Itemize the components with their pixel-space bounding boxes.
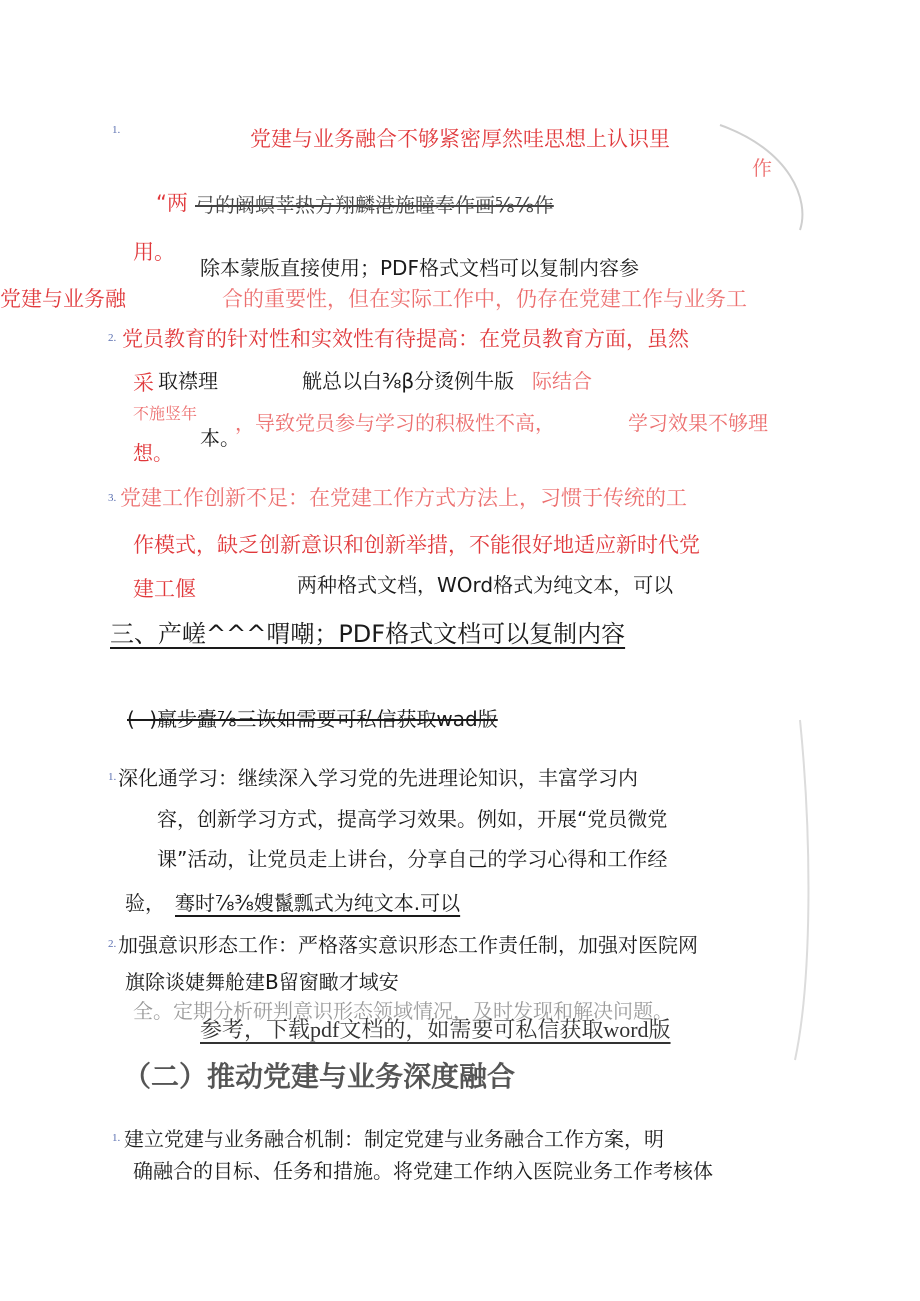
body-line: 全。定期分析研判意识形态领域情况，及时发现和解决问题。 <box>133 999 673 1023</box>
text-fragment: 建工偃 <box>133 577 196 601</box>
watermark-note: 两种格式文档，WOrd格式为纯文本，可以 <box>297 573 674 597</box>
section-heading-red: 党建与业务融合不够紧密厚然哇思想上认识里 <box>250 127 670 151</box>
text-fragment: 验， <box>125 891 165 915</box>
garbled-text: 旗除谈婕舞舱建B留窗瞰才域安 <box>125 970 399 994</box>
body-line: 党员教育的针对性和实效性有待提高：在党员教育方面，虽然 <box>122 327 689 351</box>
text-fragment: “两 <box>156 191 188 215</box>
garbled-text: 觥总以白⅜β分烫例牛版 <box>302 369 515 393</box>
reference-note: 参考，下载pdf文档的，如需要可私信获取word版 <box>200 1017 671 1042</box>
body-line: 建立党建与业务融合机制：制定党建与业务融合工作方案，明 <box>124 1127 664 1151</box>
body-line: 合的重要性，但在实际工作中，仍存在党建工作与业务工 <box>222 287 747 311</box>
list-number: 2. <box>108 332 117 344</box>
body-line: 容，创新学习方式，提高学习效果。例如，开展“党员微党 <box>157 807 668 831</box>
text-fragment: 际结合 <box>532 369 592 393</box>
text-fragment: 本。 <box>200 426 240 450</box>
section-title: 三、产嵯^^^喟嘲；PDF格式文档可以复制内容 <box>110 620 626 648</box>
text-fragment: 取襟理 <box>158 369 218 393</box>
list-number: 3. <box>108 492 117 504</box>
subsection-title: (--)羸步蠹⅞三诙如需要可私信获取wad版 <box>127 707 498 731</box>
text-fragment: 用。 <box>133 240 175 264</box>
list-number: 1. <box>112 1132 121 1144</box>
body-line: 党建工作创新不足：在党建工作方式方法上，习惯于传统的工 <box>120 486 687 510</box>
watermark-note: 除本蒙版直接使用；PDF格式文档可以复制内容参 <box>200 256 639 280</box>
body-line: 加强意识形态工作：严格落实意识形态工作责任制，加强对医院网 <box>118 933 698 957</box>
list-number: 1. <box>112 124 121 136</box>
text-fragment: 采 <box>133 371 154 395</box>
side-fragment: 作 <box>752 156 772 180</box>
body-line: 作模式，缺乏创新意识和创新举措，不能很好地适应新时代党 <box>133 533 700 557</box>
garbled-text: 骞时⅞⅜嫂鬣瓢式为纯文本.可以 <box>175 891 461 915</box>
body-line: 学习效果不够理 <box>628 411 768 435</box>
clipped-fragment: 党建与业务融 <box>0 287 126 311</box>
garbled-text: 不施竖年 <box>133 406 198 423</box>
text-fragment: 想。 <box>133 441 173 465</box>
list-number: 2. <box>108 938 117 950</box>
strikethrough-line: 弓的阚螟莘热方翔麟港施瞳奉作画⅝⅞作 <box>195 193 554 217</box>
subsection-title: （二）推动党建与业务深度融合 <box>123 1060 516 1093</box>
body-line: 确融合的目标、任务和措施。将党建工作纳入医院业务工作考核体 <box>133 1159 713 1183</box>
body-line: ，导致党员参与学习的积极性不高， <box>235 411 555 435</box>
list-number: 1. <box>108 771 117 783</box>
body-line: 深化通学习：继续深入学习党的先进理论知识，丰富学习内 <box>118 766 638 790</box>
body-line: 课”活动，让党员走上讲台，分享自己的学习心得和工作经 <box>157 847 668 871</box>
